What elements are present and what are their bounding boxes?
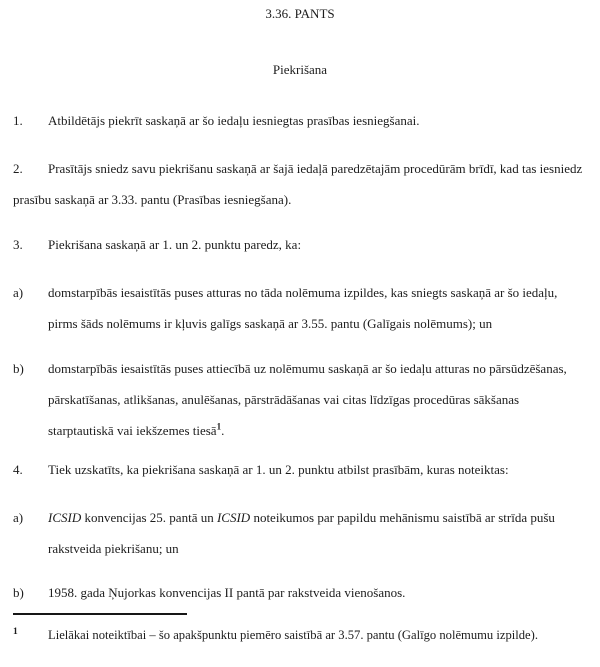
footnote-separator xyxy=(13,613,187,615)
item-3a-marker: a) xyxy=(13,285,24,300)
item-4a-icsid-2: ICSID xyxy=(216,510,251,525)
item-3b-text: domstarpībās iesaistītās puses attiecībā uz nolēmumu saskaņā ar šo iedaļu atturas no pārsūdzēšanas, pārskatīšanas, atlikšanas, anulēšanas, pārstrādāšanas vai citas līdzīgas procedūras sākšanas starptautiskā vai iekšzemes tiesā xyxy=(48,361,567,438)
paragraph-3-text: Piekrišana saskaņā ar 1. un 2. punktu paredz, ka: xyxy=(48,237,302,252)
paragraph-2-text: Prasītājs sniedz savu piekrišanu saskaņā ar šajā iedaļā paredzētajām procedūrām brīdī, kad tas iesniedz prasību saskaņā ar 3.33. pantu (Prasības iesniegšana). xyxy=(13,161,583,207)
footnote-text: Lielākai noteiktībai – šo apakšpunktu piemēro saistībā ar 3.57. pantu (Galīgo nolēmumu izpilde). xyxy=(48,628,538,642)
item-4a-marker: a) xyxy=(13,510,24,525)
footnote-ref-1: 1 xyxy=(216,421,222,432)
item-4a-icsid-1: ICSID xyxy=(48,510,82,525)
item-4b-text: 1958. gada Ņujorkas konvencijas II pantā par rakstveida vienošanos. xyxy=(48,585,406,600)
item-4a-text-1: konvencijas 25. pantā un xyxy=(81,510,217,525)
paragraph-1-marker: 1. xyxy=(13,113,23,128)
paragraph-4 xyxy=(13,454,587,485)
item-4a-text-2: noteikumos par papildu mehānismu saistībā ar strīda pušu rakstveida piekrišanu; un xyxy=(48,510,555,556)
item-3b-marker: b) xyxy=(13,361,24,376)
paragraph-4-text: Tiek uzskatīts, ka piekrišana saskaņā ar 1. un 2. punktu atbilst prasībām, kuras noteiktas: xyxy=(48,462,509,477)
paragraph-1 xyxy=(13,105,587,136)
footnote xyxy=(13,622,558,646)
paragraph-3-marker: 3. xyxy=(13,237,23,252)
item-3a-text: domstarpībās iesaistītās puses atturas no tāda nolēmuma izpildes, kas sniegts saskaņā ar šo iedaļu, pirms šāds nolēmums ir kļuvis galīgs saskaņā ar 3.55. pantu (Galīgais nolēmums); un xyxy=(48,285,558,331)
paragraph-2-marker: 2. xyxy=(13,161,23,176)
paragraph-2 xyxy=(13,153,587,215)
paragraph-3 xyxy=(13,229,587,260)
article-subtitle: Piekrišana xyxy=(272,62,328,77)
paragraph-1-text: Atbildētājs piekrīt saskaņā ar šo iedaļu iesniegtas prasības iesniegšanai. xyxy=(48,113,420,128)
item-3b-suffix: . xyxy=(221,423,225,438)
paragraph-4-marker: 4. xyxy=(13,462,23,477)
item-4b-marker: b) xyxy=(13,585,24,600)
item-4b xyxy=(13,577,587,608)
item-3a xyxy=(13,277,587,339)
footnote-marker: 1 xyxy=(13,627,18,637)
item-4a xyxy=(13,502,587,564)
item-3b xyxy=(13,353,587,446)
article-title: 3.36. PANTS xyxy=(265,6,335,21)
